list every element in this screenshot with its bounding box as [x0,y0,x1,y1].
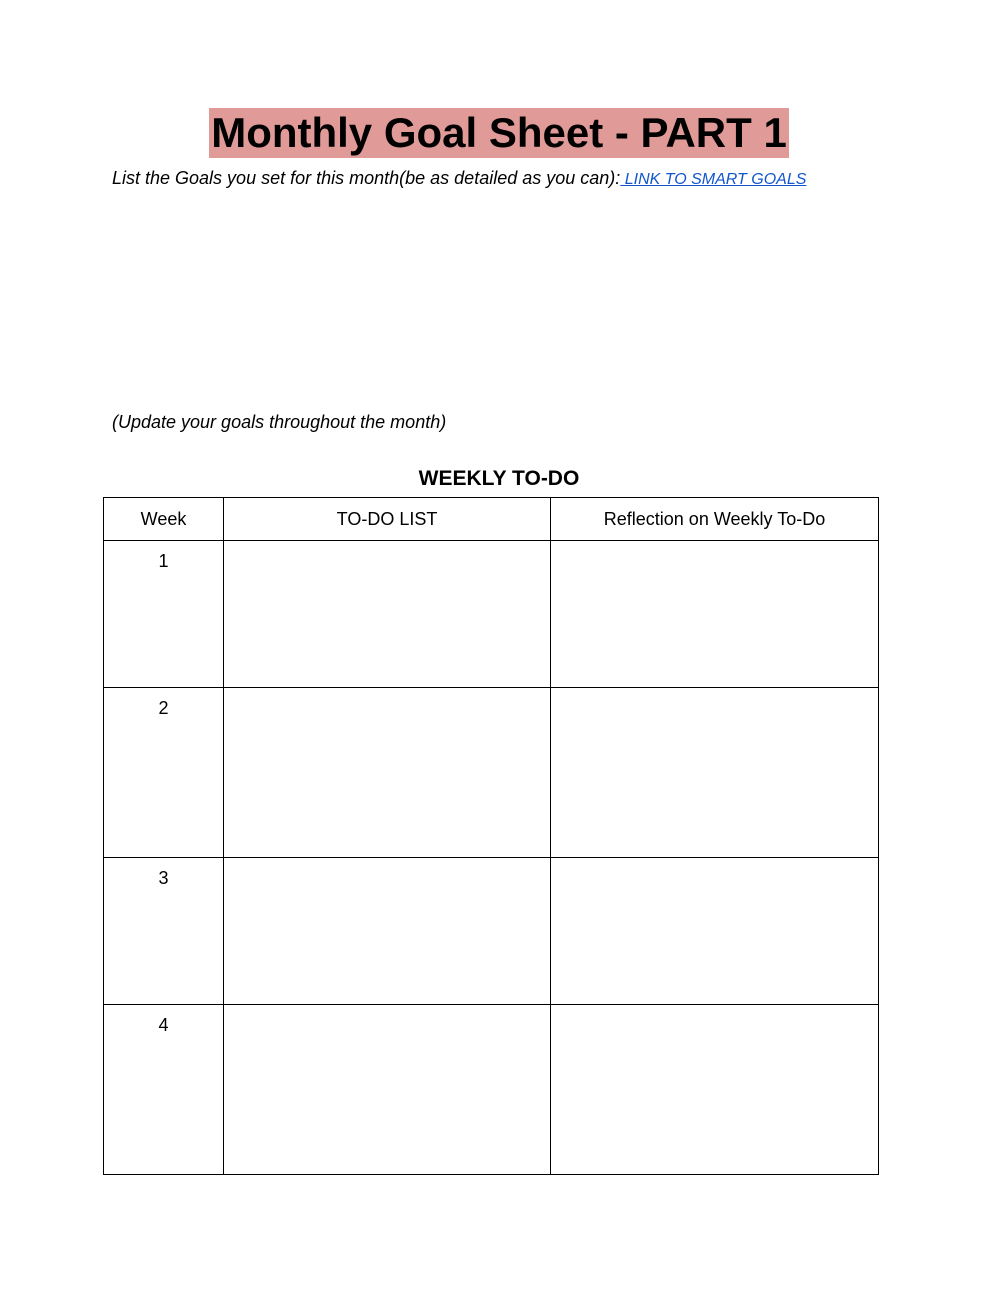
reflection-cell[interactable] [551,541,879,688]
week-number-cell: 1 [104,541,224,688]
header-week: Week [104,498,224,541]
week-number-cell: 3 [104,858,224,1005]
week-number-cell: 4 [104,1005,224,1175]
update-note: (Update your goals throughout the month) [112,412,447,432]
table-row [104,858,879,1005]
todo-cell[interactable] [224,1005,551,1175]
page-title: Monthly Goal Sheet - PART 1 [211,109,787,156]
todo-cell[interactable] [224,858,551,1005]
todo-cell[interactable] [224,688,551,858]
weekly-todo-title: WEEKLY TO-DO [418,467,580,490]
title-container [0,108,998,158]
weekly-todo-table [103,497,879,1175]
header-todo-list: TO-DO LIST [224,498,551,541]
table-row [104,688,879,858]
smart-goals-link[interactable]: LINK TO SMART GOALS [620,171,807,188]
table-row [104,541,879,688]
reflection-cell[interactable] [551,1005,879,1175]
week-number-cell: 2 [104,688,224,858]
goals-instruction-text: List the Goals you set for this month(be as detailed as you can): [112,168,621,188]
todo-cell[interactable] [224,541,551,688]
table-row [104,1005,879,1175]
table-header-row [104,498,879,541]
reflection-cell[interactable] [551,688,879,858]
goals-instruction [112,166,892,192]
reflection-cell[interactable] [551,858,879,1005]
header-reflection: Reflection on Weekly To-Do [551,498,879,541]
